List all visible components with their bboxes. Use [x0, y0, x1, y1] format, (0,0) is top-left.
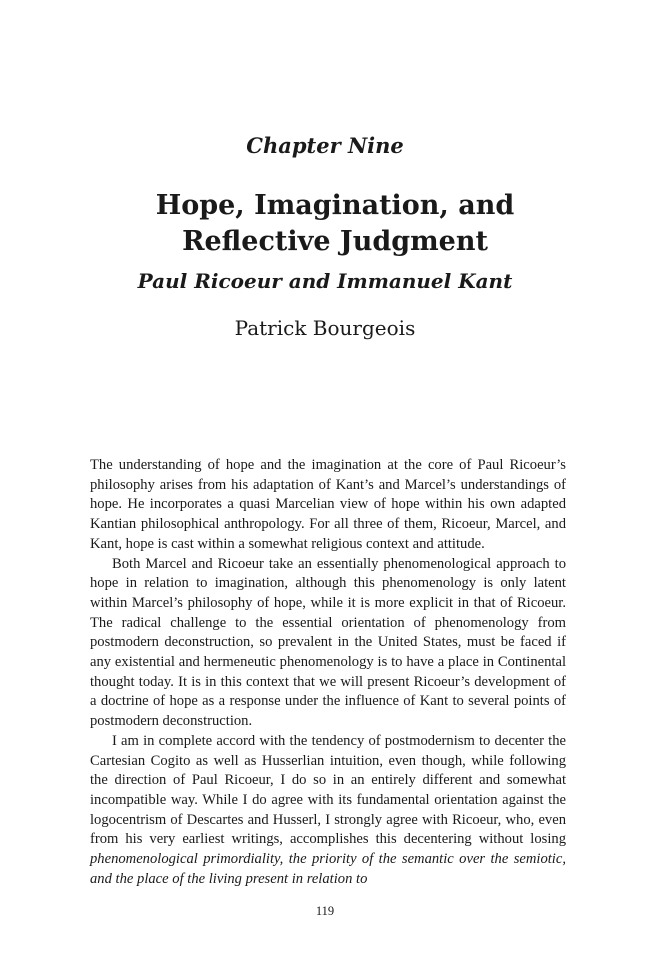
- chapter-label: Chapter Nine: [246, 133, 404, 158]
- page-number: 119: [315, 904, 335, 918]
- chapter-title: Hope, Imagination, and Reflective Judgment: [155, 190, 515, 257]
- chapter-subtitle: Paul Ricoeur and Immanuel Kant: [137, 269, 513, 293]
- paragraph-3-italic: phenomenological primordiality, the priority of the semantic over the semiotic, and the place of the living present in relation to: [90, 851, 566, 887]
- author-name: Patrick Bourgeois: [234, 316, 416, 340]
- paragraph-1: The understanding of hope and the imagination at the core of Paul Ricoeur’s philosophy arises from his adaptation of Kant’s and Marcel’s understandings of hope. He incorporates a quasi Marcelian view of hope within his own adapted Kantian philosophical anthropology. For all three of them, Ricoeur, Marcel, and Kant, hope is cast within a somewhat religious context and attitude.: [90, 457, 566, 552]
- paragraph-2: Both Marcel and Ricoeur take an essentially phenomenological approach to hope in relation to imagination, although this phenomenology is only latent within Marcel’s philosophy of hope, while it is more explicit in that of Ricoeur. The radical challenge to the essential orientation of phenomenology from postmodern deconstruction, so prevalent in the United States, must be faced if any existential and hermeneutic phenomenology is to have a place in Continental thought today. It is in this context that we will present Ricoeur’s development of a doctrine of hope as a response under the influence of Kant to several points of postmodern deconstruction.: [90, 555, 566, 730]
- body-text: [90, 456, 566, 889]
- paragraph-3-text: I am in complete accord with the tendency of postmodernism to decenter the Cartesian Cogito as well as Husserlian intuition, even though, while following the direction of Paul Ricoeur, I do so in an entirely different and somewhat incompatible way. While I do agree with its fundamental orientation against the logocentrism of Descartes and Husserl, I strongly agree with Ricoeur, who, even from his very earliest writings, accomplishes this decentering without losing: [90, 732, 566, 848]
- paragraph-3: [90, 732, 566, 890]
